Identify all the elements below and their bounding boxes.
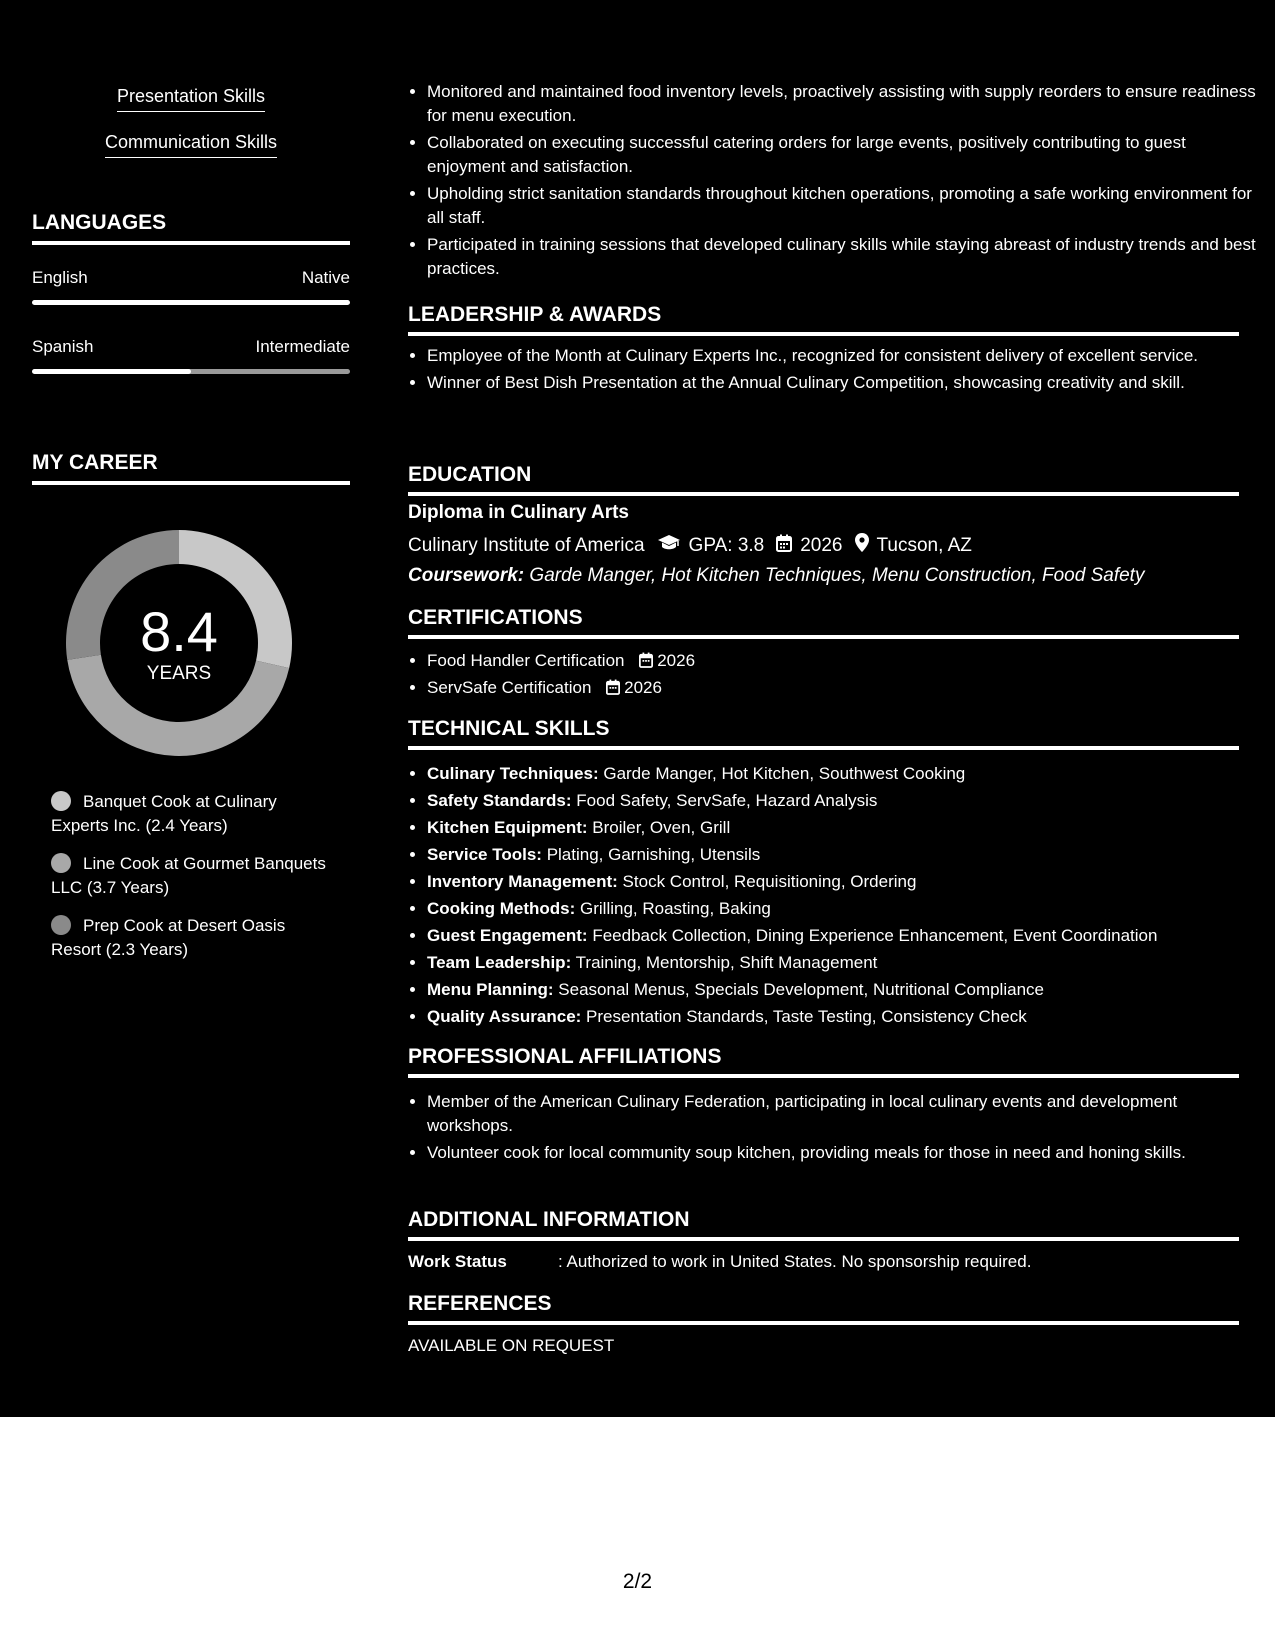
work-status-value: : Authorized to work in United States. No sponsorship required.	[558, 1252, 1032, 1271]
gpa: GPA: 3.8	[688, 534, 765, 556]
language-bar-fill	[32, 300, 350, 305]
legend-dot	[51, 853, 71, 873]
tech-skill-item	[427, 1005, 1258, 1029]
experience-bullet: • Participated in training sessions that developed culinary skills while staying abreast of industry trends and best practices.	[427, 233, 1258, 281]
tech-skill-value: Presentation Standards, Taste Testing, Consistency Check	[586, 1007, 1027, 1026]
skill-list	[32, 86, 350, 178]
affiliations-heading: PROFESSIONAL AFFILIATIONS	[408, 1045, 1239, 1078]
references-text: AVAILABLE ON REQUEST	[408, 1336, 615, 1355]
technical-skills-heading: TECHNICAL SKILLS	[408, 717, 1239, 750]
career-legend-item	[51, 914, 331, 962]
additional-info-heading: ADDITIONAL INFORMATION	[408, 1208, 1239, 1241]
certification-item	[427, 649, 1258, 673]
affiliation-item: • Member of the American Culinary Federation, participating in local culinary events and development workshops.	[427, 1090, 1258, 1138]
certification-item	[427, 676, 1258, 700]
location-pin-icon	[855, 533, 869, 558]
references-heading: REFERENCES	[408, 1292, 1239, 1325]
language-bar-fill	[32, 369, 191, 374]
experience-bullet: • Upholding strict sanitation standards throughout kitchen operations, promoting a safe working environment for all staff.	[427, 182, 1258, 230]
leadership-item: • Employee of the Month at Culinary Experts Inc., recognized for consistent delivery of excellent service.	[427, 344, 1258, 368]
certification-name: ServSafe Certification	[427, 678, 592, 697]
career-legend	[51, 790, 331, 976]
language-bar	[32, 300, 350, 305]
tech-skill-value: Garde Manger, Hot Kitchen, Southwest Cooking	[603, 764, 966, 783]
calendar-icon	[639, 652, 653, 668]
tech-skill-label: Inventory Management:	[427, 872, 618, 891]
language-name: English	[32, 268, 88, 287]
tech-skill-label: Team Leadership:	[427, 953, 572, 972]
tech-skill-value: Training, Mentorship, Shift Management	[575, 953, 878, 972]
certification-year: 2026	[657, 651, 696, 670]
language-row	[32, 337, 350, 357]
tech-skill-value: Grilling, Roasting, Baking	[580, 899, 771, 918]
tech-skill-value: Seasonal Menus, Specials Development, Nutritional Compliance	[558, 980, 1044, 999]
tech-skill-label: Service Tools:	[427, 845, 542, 864]
languages-heading: LANGUAGES	[32, 211, 350, 245]
page-number: 2/2	[622, 1570, 653, 1593]
certifications-list	[408, 649, 1258, 703]
calendar-icon	[606, 679, 620, 695]
tech-skill-item	[427, 870, 1258, 894]
tech-skill-label: Quality Assurance:	[427, 1007, 582, 1026]
career-total-unit: YEARS	[146, 663, 212, 684]
leadership-list	[408, 344, 1258, 398]
tech-skill-label: Cooking Methods:	[427, 899, 576, 918]
coursework-list: Garde Manger, Hot Kitchen Techniques, Menu Construction, Food Safety	[529, 565, 1145, 586]
tech-skill-item	[427, 978, 1258, 1002]
coursework-label: Coursework:	[408, 565, 525, 586]
graduation-year: 2026	[800, 534, 843, 556]
coursework	[408, 565, 1144, 587]
career-legend-text: Banquet Cook at Culinary Experts Inc. (2.4 Years)	[51, 792, 277, 835]
career-heading: MY CAREER	[32, 451, 350, 485]
calendar-icon	[776, 534, 792, 558]
tech-skill-label: Kitchen Equipment:	[427, 818, 588, 837]
education-heading: EDUCATION	[408, 463, 1239, 496]
certification-year: 2026	[624, 678, 662, 697]
education-location: Tucson, AZ	[876, 534, 972, 556]
tech-skill-item	[427, 816, 1258, 840]
work-status-label: Work Status	[408, 1252, 507, 1271]
school-name: Culinary Institute of America	[408, 534, 645, 556]
leadership-item: • Winner of Best Dish Presentation at the Annual Culinary Competition, showcasing creativity and skill.	[427, 371, 1258, 395]
career-total-years: 8.4	[140, 600, 218, 663]
tech-skill-item	[427, 762, 1258, 786]
technical-skills-list	[408, 762, 1258, 1032]
career-legend-text: Line Cook at Gourmet Banquets LLC (3.7 Years)	[51, 854, 326, 897]
language-bar	[32, 369, 350, 374]
graduation-cap-icon	[657, 534, 681, 558]
education-details	[408, 533, 972, 558]
career-donut-center	[66, 530, 292, 756]
language-level: Intermediate	[255, 337, 350, 356]
tech-skill-label: Guest Engagement:	[427, 926, 588, 945]
tech-skill-value: Feedback Collection, Dining Experience Enhancement, Event Coordination	[592, 926, 1158, 945]
affiliation-item: • Volunteer cook for local community soup kitchen, providing meals for those in need and honing skills.	[427, 1141, 1258, 1165]
certification-name: Food Handler Certification	[427, 651, 625, 670]
degree-title: Diploma in Culinary Arts	[408, 502, 629, 523]
tech-skill-value: Plating, Garnishing, Utensils	[546, 845, 761, 864]
leadership-heading: LEADERSHIP & AWARDS	[408, 303, 1239, 336]
tech-skill-label: Culinary Techniques:	[427, 764, 599, 783]
tech-skill-item	[427, 951, 1258, 975]
skill-item: Communication Skills	[105, 132, 277, 158]
language-name: Spanish	[32, 337, 94, 356]
legend-dot	[51, 915, 71, 935]
work-status-row	[408, 1252, 1031, 1272]
affiliations-list	[408, 1090, 1258, 1168]
tech-skill-item	[427, 843, 1258, 867]
tech-skill-value: Broiler, Oven, Grill	[592, 818, 731, 837]
career-legend-text: Prep Cook at Desert Oasis Resort (2.3 Years)	[51, 916, 286, 959]
tech-skill-item	[427, 789, 1258, 813]
skill-item: Presentation Skills	[117, 86, 265, 112]
tech-skill-label: Safety Standards:	[427, 791, 572, 810]
legend-dot	[51, 791, 71, 811]
sidebar	[0, 0, 382, 1417]
language-row	[32, 268, 350, 288]
experience-bullet: • Collaborated on executing successful catering orders for large events, positively contributing to guest enjoyment and satisfaction.	[427, 131, 1258, 179]
tech-skill-item	[427, 924, 1258, 948]
experience-bullet: • Monitored and maintained food inventory levels, proactively assisting with supply reorders to ensure readiness for menu execution.	[427, 80, 1258, 128]
tech-skill-label: Menu Planning:	[427, 980, 554, 999]
career-legend-item	[51, 790, 331, 838]
tech-skill-value: Food Safety, ServSafe, Hazard Analysis	[576, 791, 878, 810]
tech-skill-value: Stock Control, Requisitioning, Ordering	[622, 872, 917, 891]
main-content	[382, 0, 1275, 1417]
language-level: Native	[301, 268, 350, 287]
career-legend-item	[51, 852, 331, 900]
tech-skill-item	[427, 897, 1258, 921]
certifications-heading: CERTIFICATIONS	[408, 606, 1239, 639]
experience-bullets	[408, 80, 1258, 284]
